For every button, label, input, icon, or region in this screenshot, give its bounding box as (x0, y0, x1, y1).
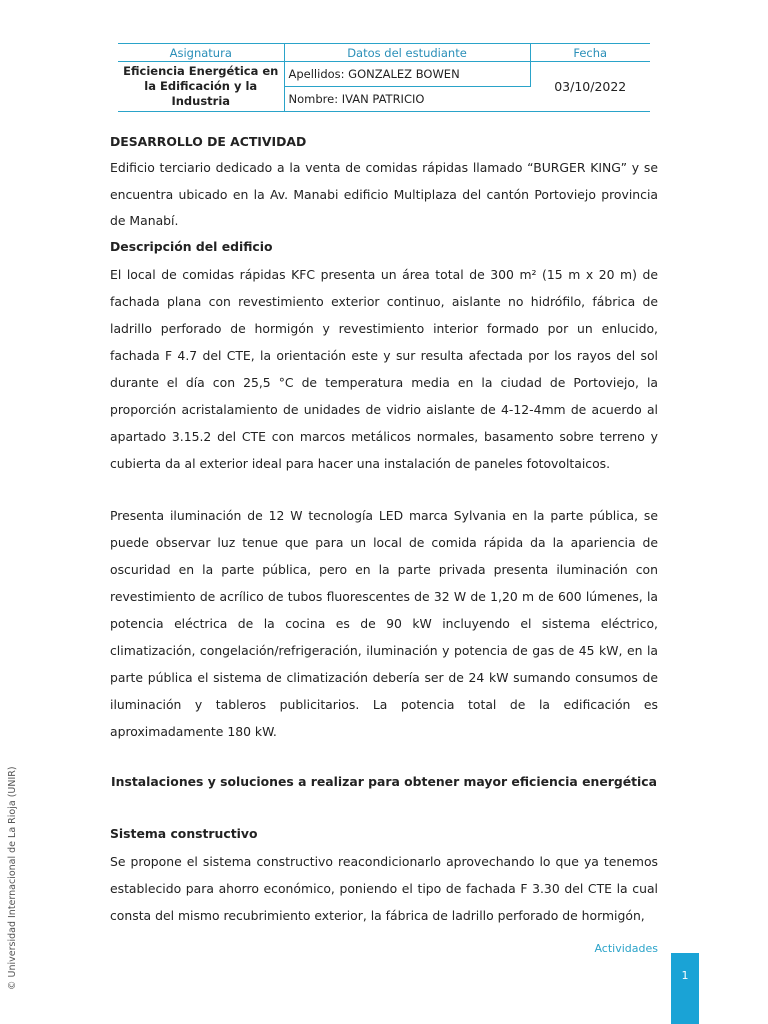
subject-cell: Eficiencia Energética en la Edificación y la Industria (118, 62, 284, 112)
col-subject-header: Asignatura (118, 44, 284, 62)
col-student-header: Datos del estudiante (284, 44, 530, 62)
lighting-paragraph: Presenta iluminación de 12 W tecnología LED marca Sylvania en la parte pública, se puede observar luz tenue que para un local de comida rápida da la apariencia de oscuridad en la parte pública, pero en la parte privada presenta iluminación con revestimiento de acrílico de tubos fluorescentes de 32 W de 1,20 m de 600 lúmenes, la potencia eléctrica de la cocina es de 90 kW incluyendo el sistema eléctrico, climatización, congelación/refrigeración, iluminación y potencia de gas de 45 kW, en la parte pública el sistema de climatización debería ser de 24 kW sumando consumos de iluminación y tableros publicitarios. La potencia total de la edificación es aproximadamente 180 kW. (110, 508, 658, 739)
header-table (118, 43, 650, 112)
page-number-tab (671, 953, 699, 1024)
surname-cell: Apellidos: GONZALEZ BOWEN (284, 62, 530, 87)
installations-heading: Instalaciones y soluciones a realizar para obtener mayor eficiencia energética (111, 774, 657, 789)
intro-paragraph: Edificio terciario dedicado a la venta de comidas rápidas llamado “BURGER KING” y se encuentra ubicado en la Av. Manabi edificio Multiplaza del cantón Portoviejo provincia de Manabí. (110, 160, 658, 228)
name-cell: Nombre: IVAN PATRICIO (284, 87, 530, 112)
date-cell: 03/10/2022 (530, 62, 650, 112)
copyright-sidebar (0, 766, 26, 990)
description-paragraph: El local de comidas rápidas KFC presenta un área total de 300 m² (15 m x 20 m) de fachada plana con revestimiento exterior continuo, aislante no hidrófilo, fábrica de ladrillo perforado de hormigón y revestimiento interior formado por un enlucido, fachada F 4.7 del CTE, la orientación este y sur resulta afectada por los rayos del sol durante el día con 25,5 °C de temperatura media en la ciudad de Portoviejo, la proporción acristalamiento de unidades de vidrio aislante de 4-12-4mm de acuerdo al apartado 3.15.2 del CTE con marcos metálicos normales, basamento sobre terreno y cubierta da al exterior ideal para hacer una instalación de paneles fotovoltaicos. (110, 267, 658, 471)
constructive-paragraph: Se propone el sistema constructivo reacondicionarlo aprovechando lo que ya tenemos establecido para ahorro económico, poniendo el tipo de fachada F 3.30 del CTE la cual consta del mismo recubrimiento exterior, la fábrica de ladrillo perforado de hormigón, (110, 854, 658, 923)
col-date-header: Fecha (530, 44, 650, 62)
constructive-heading: Sistema constructivo (110, 826, 258, 841)
copyright-text: © Universidad Internacional de La Rioja (UNIR) (7, 766, 18, 990)
description-heading: Descripción del edificio (110, 239, 273, 254)
footer-section-label: Actividades (594, 942, 658, 955)
section-title: DESARROLLO DE ACTIVIDAD (110, 134, 307, 149)
page-number: 1 (681, 969, 689, 982)
